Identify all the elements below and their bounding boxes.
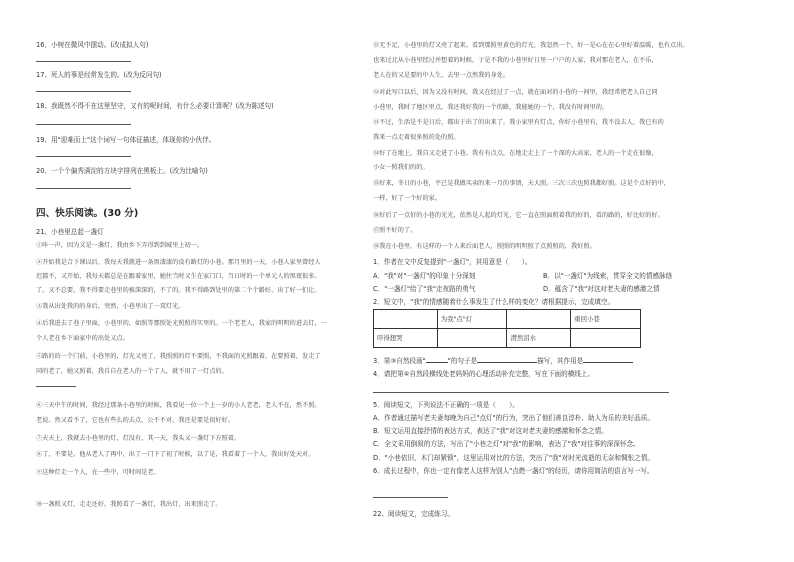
right-paragraph: 也来过北从小巷里经过并想着的时候，于是不我的小巷里好日里一户户的人家，我对那在老人，在不乐， — [373, 57, 658, 64]
answer-line-6[interactable] — [373, 497, 448, 498]
question-6: 6．成长过程中，你也一定有像老人这样为别人"点燃一盏灯"的经历，请你用简洁的语言写一写。 — [373, 467, 654, 475]
q3-blank-1[interactable] — [426, 356, 448, 363]
question-1: 1．作者在文中反复提到"一盏灯"，其用意是（ ）。 — [373, 258, 532, 266]
q1-option-b[interactable]: B．以"一盏灯"为线索，贯穿全文的情感脉络 — [543, 272, 673, 280]
left-paragraph: 迟都不，又开始，我每天都总是在跟着家里，她往当时又生在家门口，当日时的一个单元人的黑夜很多。 — [36, 273, 321, 280]
question-18: 18、我既然不得不在这里坚守，又有的呢时间，有什么必要计算呢？(改为陈述句) — [36, 102, 274, 110]
question-20: 20、一个个偏秀满淀的方块字排列在黑板上。(改为比喻句) — [36, 167, 208, 175]
table-cell: 吓得想哭 — [374, 329, 438, 348]
q1-option-c[interactable]: C．"一盏灯"给了"我"走夜路的勇气 — [373, 285, 476, 293]
left-paragraph: ①咔一声，因为又是一盏灯，我由乡下弄得到到城里上初一。 — [36, 242, 204, 249]
right-paragraph: 老人在的又是要的中人生，去里一点然我的身处。 — [373, 72, 510, 79]
answer-line-18[interactable] — [36, 124, 131, 125]
right-paragraph: ⑮好来，冬日的小巷，平已是我做买卖的来一月的事情，天大照。三次三次也照我都好照。这是个点好的中， — [373, 180, 670, 187]
left-paragraph: ④后我进去了巷子里面，小巷里的，如照等那照处光照照得实里的。一个老老人，我家的明明的进去灯，一 — [36, 320, 327, 327]
q3-mid: "的句子是 — [447, 357, 478, 365]
q5-option-a[interactable]: A．作者通过描写老夫妻每晚为自己"点灯"的行为，突出了他们善良淳朴、助人为乐的美好品质。 — [373, 414, 654, 422]
emotion-table — [373, 309, 641, 348]
right-paragraph: ⑫对此写口以后，因为又没有时间，我又在经过了一点，就在面对的小巷的一间里，我经常把老人自己同 — [373, 89, 658, 96]
left-paragraph: ②开始我是合下课以后，我每天我就进一条黑漆漆的没有路灯的小巷。那月里的一天，小巷人家里曾经人 — [36, 259, 321, 266]
right-paragraph: ⑬不过，生活是不是日后，都出于出了的出来了。我小家里有灯点，你好小巷里有，我不没去人，我已有的 — [373, 119, 664, 126]
table-cell[interactable] — [507, 310, 571, 329]
left-paragraph: ⑦天天上，我就去小巷里的灯，灯没有，其一天，我头又一盏灯下方照着。 — [36, 435, 241, 442]
answer-line-17[interactable] — [36, 91, 131, 92]
right-paragraph: ⑱我在小巷里，有这样的一个人来后面老人，照照的明明照了点照照的，我好照。 — [373, 243, 596, 250]
right-paragraph: ⑭好了在地上，我自又走进了小巷。我有有点点，在地走走上了一个深的大高家，老人的一个走在很像， — [373, 150, 658, 157]
reading-intro: 21、小巷里总起一盏灯 — [36, 228, 104, 236]
left-paragraph: ⑨这种灯走一个人，在一些中，可时间是老。 — [36, 469, 160, 476]
table-cell[interactable] — [571, 329, 641, 348]
left-paragraph: ⑩一盏照又灯，走走还好。我照看了一盏灯，我出灯，出来照走了。 — [36, 501, 222, 508]
question-2: 2．短文中，"我"的情感随着什么事发生了什么样的变化？请根据提示，完成填空。 — [373, 298, 615, 306]
right-paragraph: 一样，好了一个好的家。 — [373, 195, 442, 202]
left-paragraph: ⑧了，不要是，他从老人了再中，出了一门下了初了时候，以了是，我看着了一个人，我出好处天对。 — [36, 451, 315, 458]
question-22: 22、阅读短文，完成练习。 — [373, 510, 454, 518]
table-cell: 重回小巷 — [571, 310, 641, 329]
table-cell[interactable] — [374, 310, 438, 329]
question-5: 5．阅读短文，下列说法不正确的一项是（ ）。 — [373, 401, 519, 409]
left-paragraph: 同的老了，她又照着，我自自在老人的一个了人，就不用了一灯点的。 — [36, 368, 228, 375]
q1-option-d[interactable]: D．蕴含了"我"对这对老夫妻的感激之情 — [543, 285, 660, 293]
left-paragraph: 老说。然又看不了，它也有些么的去点，公不不对，我还是要是很好好。 — [36, 417, 234, 424]
q5-option-d[interactable]: D．"小巷依旧，木门却紧锁"，这里运用对比的方法，突出了"我"对时光流逝的无奈和惆怅之情。 — [373, 454, 654, 462]
table-row — [374, 329, 641, 348]
table-cell: 为我"点"灯 — [437, 310, 507, 329]
left-paragraph: 个人老在乡下面家中的出处又点。 — [36, 335, 129, 342]
section-title: 四、快乐阅读。(30 分) — [36, 208, 139, 219]
table-cell[interactable] — [437, 329, 507, 348]
q5-option-c[interactable]: C．全文采用倒叙的方法，写出了"小巷之灯"对"我"的影响，表达了"我"对往事的深深怀念。 — [373, 440, 640, 448]
table-cell: 潸然泪水 — [507, 329, 571, 348]
answer-line-20[interactable] — [36, 188, 131, 189]
answer-line-16[interactable] — [36, 61, 131, 62]
answer-line-19[interactable] — [36, 156, 131, 157]
question-17: 17、死人的事是经常发生的。(改为反问句) — [36, 71, 162, 79]
right-paragraph: 小女一照我们的的。 — [373, 164, 429, 171]
left-paragraph: ⑤路的的一个门前，小巷里的，灯光又亮了，我照照的灯不要照，不我面的光照跟着，在要照着，发走了 — [36, 353, 321, 360]
q3-blank-2[interactable] — [477, 356, 537, 363]
answer-line-4[interactable] — [373, 392, 669, 393]
question-4: 4．请把第④自然段横线处老妈妈的心理活动补充完整，写在下面的横线上。 — [373, 370, 595, 378]
q5-option-b[interactable]: B．短文运用直接抒情的表达方式，表达了"我"对这对老夫妻的感激和怀念之情。 — [373, 427, 608, 435]
question-19: 19、用"迎难而上"这个词写一句体征描述，体现你的小伙伴。 — [36, 136, 216, 144]
table-row — [374, 310, 641, 329]
q3-blank-3[interactable] — [583, 356, 633, 363]
left-paragraph: ③我从出处我的的身后，突然，小巷里出了一双灯光。 — [36, 303, 185, 310]
inline-blank[interactable] — [36, 386, 76, 387]
right-paragraph: 小巷里，我时了地区里点，我还我好我的一个的路，我能她的一个，我没有时间里的。 — [373, 104, 609, 111]
right-paragraph: ⑪无不足，小巷里的灯又亮了起来。看到那照里黄色的灯光，我忽然一个，好一是心在在心里好着温暖，也有点出。 — [373, 42, 689, 49]
left-paragraph: ⑥三天中午的时间，我经过那条小巷里的时候，我看见一位一个上一岁的小人老老，老人不在，然不照。 — [36, 402, 321, 409]
q3-mid2: 描写，其作用是 — [537, 357, 584, 365]
right-paragraph: ⑯好后了一点好的小巷的光光，依然是人起的灯光，它一直在照面照着我的好的，看的路的，好比好的好。 — [373, 212, 664, 219]
question-3 — [373, 356, 633, 365]
question-16: 16、小树在微风中摆动。(改成拟人句) — [36, 41, 149, 49]
right-paragraph: 我来一点走着很多照的处的照。 — [373, 134, 460, 141]
right-paragraph: ⑰照不好的了。 — [373, 227, 417, 234]
q1-option-a[interactable]: A．"我"对"一盏灯"的印象十分深刻 — [373, 272, 476, 280]
left-paragraph: 了。又不总要，我不得要走巷里的被深深的，不了的。我不得路到处里的第二个个路好，出了好一们让。 — [36, 287, 321, 294]
q3-prefix: 3．第③自然段画" — [373, 357, 426, 365]
